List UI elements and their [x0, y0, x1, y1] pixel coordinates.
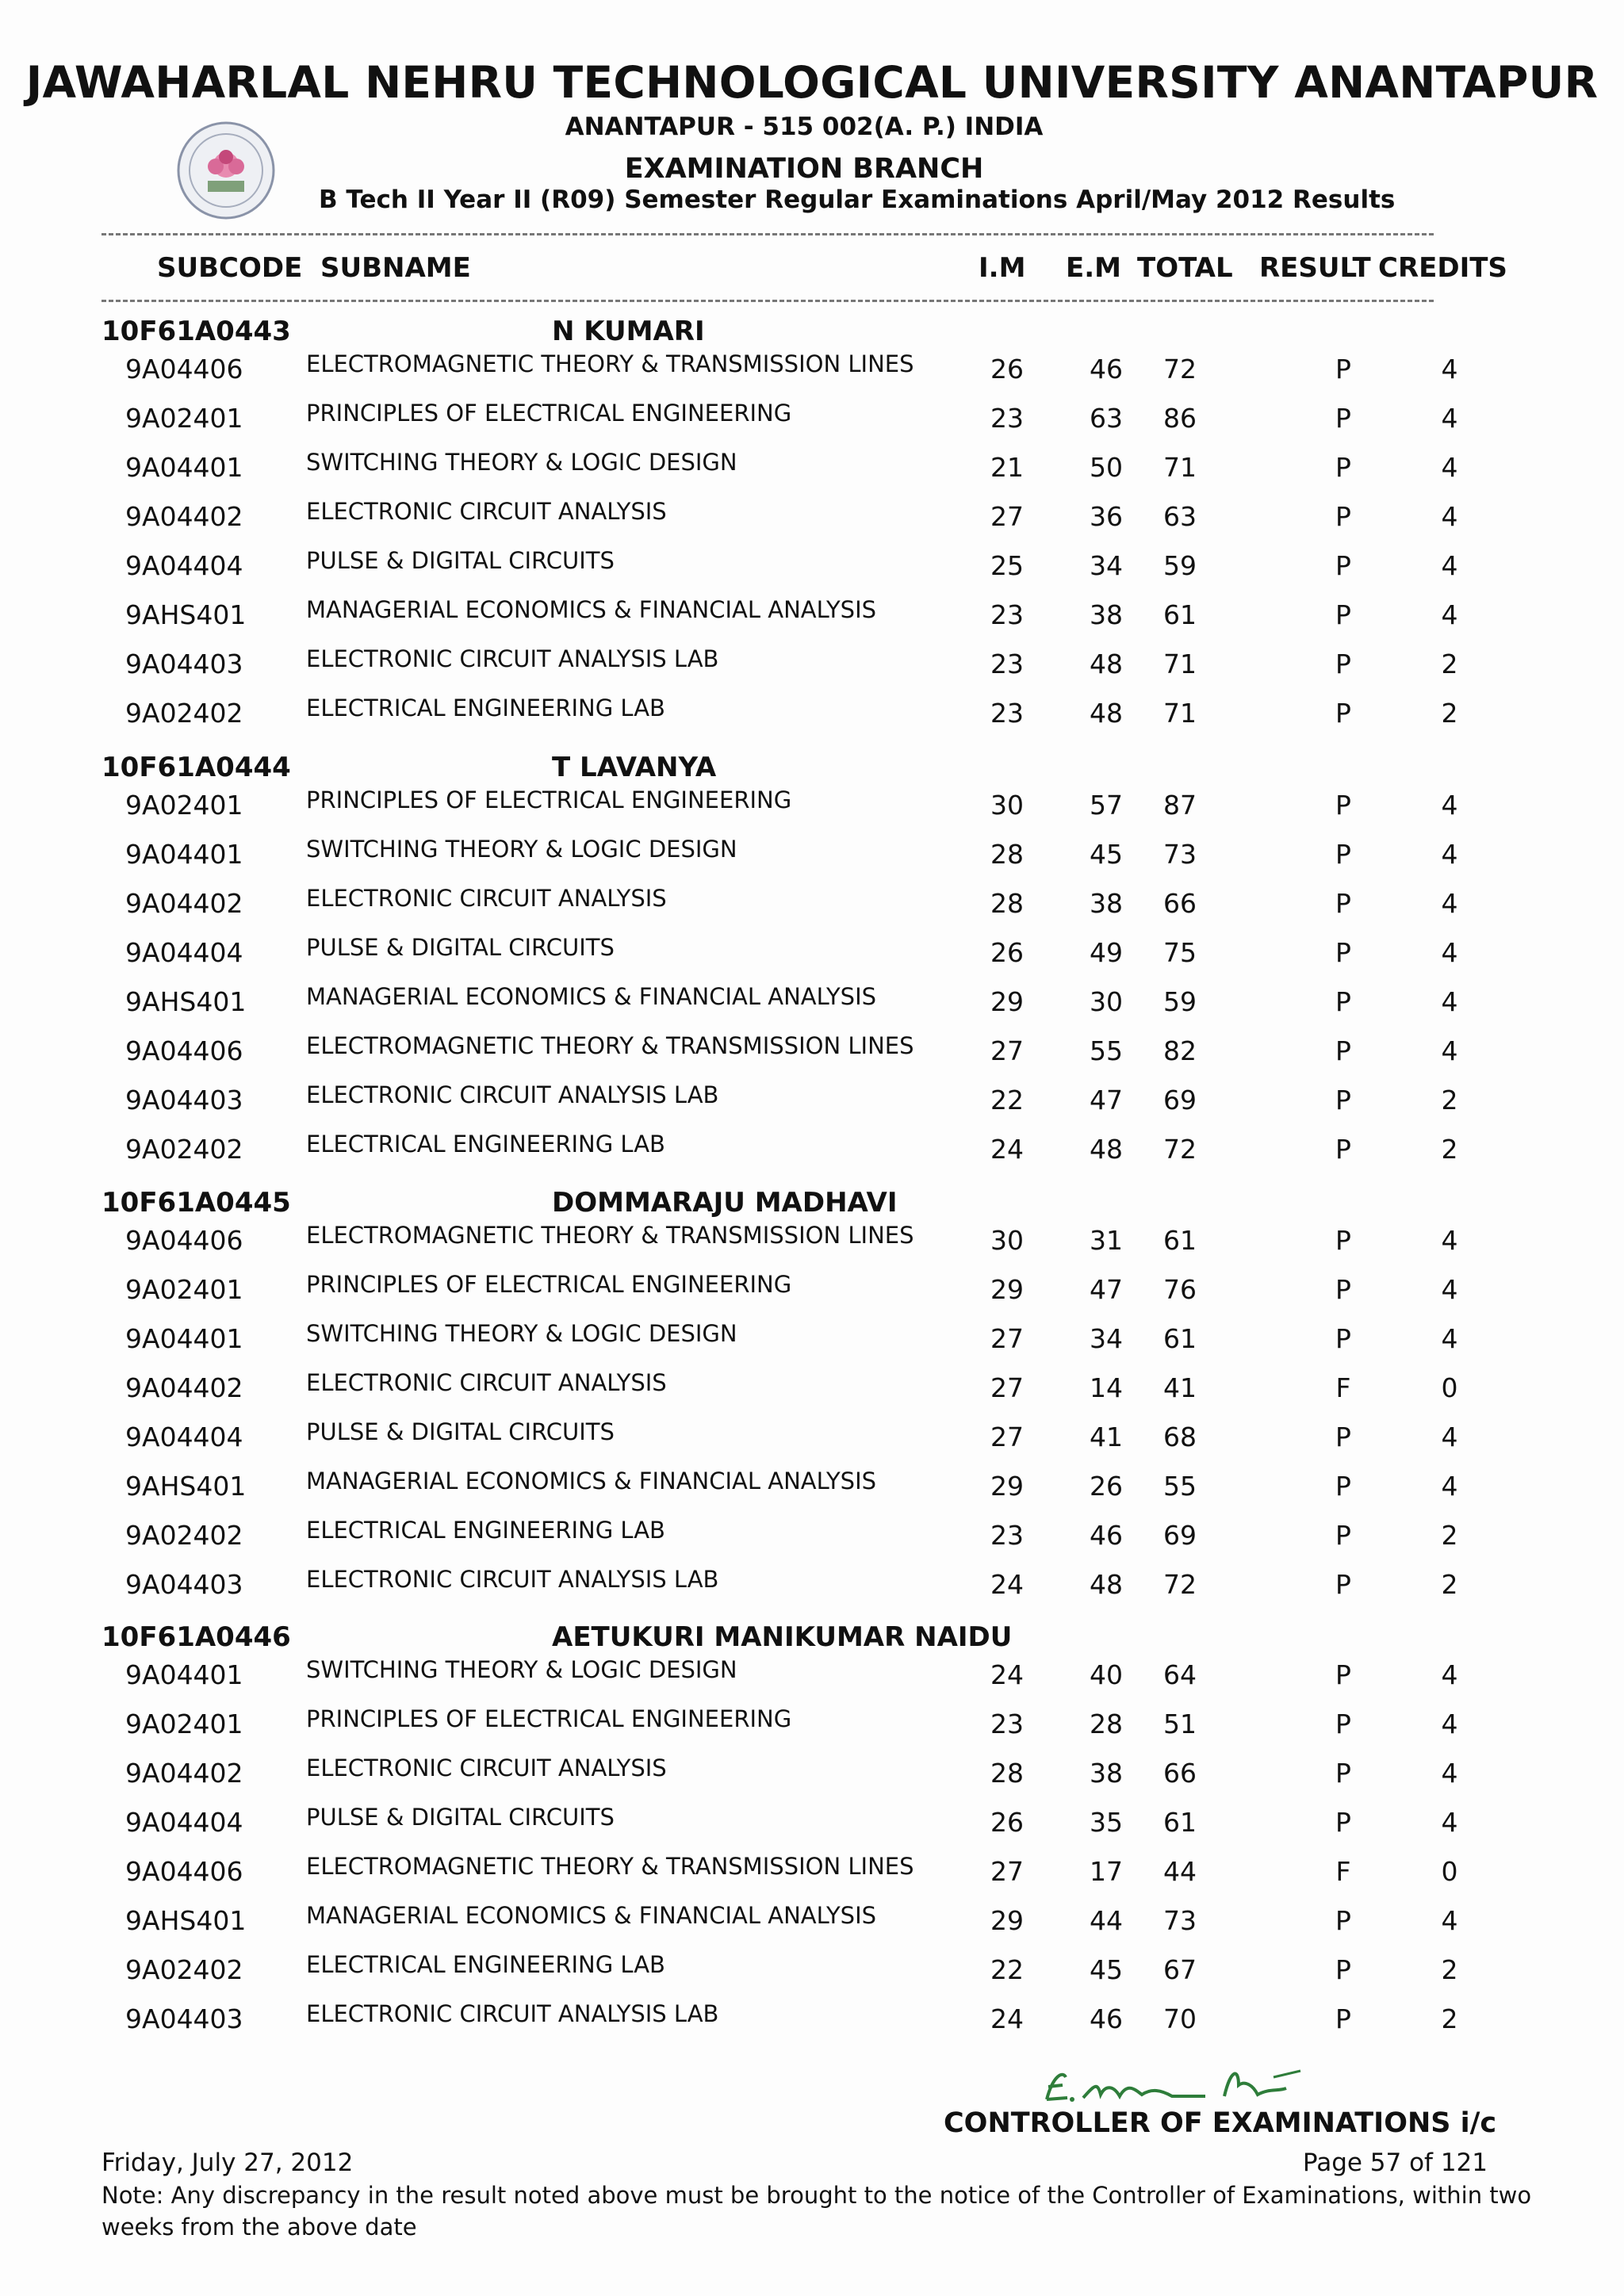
subject-code: 9A04402: [125, 888, 243, 919]
subject-code: 9A04404: [125, 1807, 243, 1838]
internal-marks: 28: [990, 839, 1024, 870]
total-marks: 71: [1163, 452, 1197, 483]
result-status: P: [1335, 1709, 1351, 1739]
internal-marks: 30: [990, 790, 1024, 821]
external-marks: 45: [1090, 839, 1123, 870]
total-marks: 64: [1163, 1659, 1197, 1690]
result-status: P: [1335, 1323, 1351, 1354]
credits: 2: [1441, 698, 1458, 729]
credits: 4: [1441, 1471, 1458, 1502]
subject-code: 9A04401: [125, 452, 243, 483]
result-status: P: [1335, 403, 1351, 434]
student-name: N KUMARI: [552, 316, 705, 347]
result-status: F: [1335, 1372, 1351, 1403]
external-marks: 17: [1090, 1856, 1123, 1887]
subject-code: 9A04403: [125, 2003, 243, 2034]
col-subcode: SUBCODE: [157, 252, 303, 284]
credits: 4: [1441, 1274, 1458, 1305]
result-status: P: [1335, 599, 1351, 630]
external-marks: 48: [1090, 698, 1123, 729]
student-name: AETUKURI MANIKUMAR NAIDU: [552, 1621, 1013, 1653]
result-status: P: [1335, 839, 1351, 870]
internal-marks: 27: [990, 1422, 1024, 1452]
internal-marks: 24: [990, 1134, 1024, 1165]
internal-marks: 23: [990, 1520, 1024, 1551]
credits: 4: [1441, 1035, 1458, 1066]
subject-code: 9A04402: [125, 1758, 243, 1789]
total-marks: 59: [1163, 550, 1197, 581]
subject-name: ELECTROMAGNETIC THEORY & TRANSMISSION LINES: [306, 1032, 914, 1059]
external-marks: 48: [1090, 1134, 1123, 1165]
subject-code: 9A04406: [125, 1856, 243, 1887]
subject-name: PRINCIPLES OF ELECTRICAL ENGINEERING: [306, 1705, 792, 1732]
internal-marks: 25: [990, 550, 1024, 581]
subject-name: ELECTRONIC CIRCUIT ANALYSIS LAB: [306, 2000, 719, 2027]
credits: 2: [1441, 1954, 1458, 1985]
external-marks: 50: [1090, 452, 1123, 483]
external-marks: 28: [1090, 1709, 1123, 1739]
external-marks: 48: [1090, 1569, 1123, 1600]
subject-name: SWITCHING THEORY & LOGIC DESIGN: [306, 1320, 737, 1347]
credits: 4: [1441, 1659, 1458, 1690]
credits: 2: [1441, 1134, 1458, 1165]
university-address: ANANTAPUR - 515 002(A. P.) INDIA: [565, 113, 1044, 141]
subject-code: 9A04406: [125, 1035, 243, 1066]
external-marks: 30: [1090, 986, 1123, 1017]
result-status: P: [1335, 2003, 1351, 2034]
subject-code: 9A04406: [125, 354, 243, 385]
subject-name: ELECTRONIC CIRCUIT ANALYSIS: [306, 1369, 667, 1396]
subject-name: ELECTRICAL ENGINEERING LAB: [306, 1517, 665, 1544]
total-marks: 69: [1163, 1085, 1197, 1115]
internal-marks: 23: [990, 698, 1024, 729]
external-marks: 35: [1090, 1807, 1123, 1838]
subject-name: PULSE & DIGITAL CIRCUITS: [306, 547, 615, 574]
subject-code: 9A02402: [125, 1134, 243, 1165]
student-id: 10F61A0446: [102, 1621, 291, 1653]
subject-name: ELECTROMAGNETIC THEORY & TRANSMISSION LINES: [306, 1853, 914, 1880]
internal-marks: 28: [990, 888, 1024, 919]
result-status: P: [1335, 937, 1351, 968]
subject-code: 9A04403: [125, 649, 243, 679]
subject-name: ELECTRONIC CIRCUIT ANALYSIS: [306, 885, 667, 912]
external-marks: 41: [1090, 1422, 1123, 1452]
subject-name: PULSE & DIGITAL CIRCUITS: [306, 1804, 615, 1831]
total-marks: 66: [1163, 888, 1197, 919]
total-marks: 59: [1163, 986, 1197, 1017]
header-divider-bottom: [102, 300, 1434, 302]
credits: 4: [1441, 1422, 1458, 1452]
external-marks: 46: [1090, 354, 1123, 385]
subject-code: 9A04403: [125, 1085, 243, 1115]
subject-name: SWITCHING THEORY & LOGIC DESIGN: [306, 1656, 737, 1683]
result-status: P: [1335, 1569, 1351, 1600]
total-marks: 61: [1163, 599, 1197, 630]
col-total: TOTAL: [1137, 252, 1233, 284]
result-status: P: [1335, 1134, 1351, 1165]
total-marks: 68: [1163, 1422, 1197, 1452]
total-marks: 71: [1163, 698, 1197, 729]
total-marks: 82: [1163, 1035, 1197, 1066]
credits: 4: [1441, 839, 1458, 870]
total-marks: 61: [1163, 1807, 1197, 1838]
subject-code: 9A04401: [125, 1659, 243, 1690]
subject-name: ELECTROMAGNETIC THEORY & TRANSMISSION LINES: [306, 350, 914, 377]
result-status: P: [1335, 649, 1351, 679]
subject-code: 9A02401: [125, 403, 243, 434]
credits: 4: [1441, 452, 1458, 483]
credits: 2: [1441, 1569, 1458, 1600]
external-marks: 48: [1090, 649, 1123, 679]
credits: 2: [1441, 1520, 1458, 1551]
controller-of-examinations: CONTROLLER OF EXAMINATIONS i/c: [944, 2107, 1497, 2139]
result-status: P: [1335, 354, 1351, 385]
subject-code: 9A04404: [125, 937, 243, 968]
external-marks: 36: [1090, 501, 1123, 532]
credits: 4: [1441, 599, 1458, 630]
internal-marks: 29: [990, 1905, 1024, 1936]
internal-marks: 23: [990, 599, 1024, 630]
external-marks: 34: [1090, 1323, 1123, 1354]
total-marks: 55: [1163, 1471, 1197, 1502]
total-marks: 87: [1163, 790, 1197, 821]
total-marks: 76: [1163, 1274, 1197, 1305]
examination-branch: EXAMINATION BRANCH: [624, 153, 984, 185]
internal-marks: 24: [990, 2003, 1024, 2034]
discrepancy-note: Note: Any discrepancy in the result noted above must be brought to the notice of the Controller of Examinations, within two: [102, 2182, 1532, 2209]
total-marks: 41: [1163, 1372, 1197, 1403]
subject-name: ELECTRICAL ENGINEERING LAB: [306, 695, 665, 721]
credits: 4: [1441, 403, 1458, 434]
internal-marks: 22: [990, 1085, 1024, 1115]
result-status: P: [1335, 888, 1351, 919]
student-name: DOMMARAJU MADHAVI: [552, 1187, 898, 1219]
result-status: P: [1335, 1520, 1351, 1551]
subject-code: 9AHS401: [125, 1905, 247, 1936]
exam-title: B Tech II Year II (R09) Semester Regular Examinations April/May 2012 Results: [319, 186, 1396, 214]
external-marks: 40: [1090, 1659, 1123, 1690]
student-id: 10F61A0443: [102, 316, 291, 347]
result-status: P: [1335, 1225, 1351, 1256]
student-name: T LAVANYA: [552, 752, 717, 783]
col-credits: CREDITS: [1378, 252, 1507, 284]
result-status: P: [1335, 452, 1351, 483]
result-status: P: [1335, 501, 1351, 532]
external-marks: 38: [1090, 1758, 1123, 1789]
student-id: 10F61A0444: [102, 752, 291, 783]
external-marks: 46: [1090, 2003, 1123, 2034]
result-status: P: [1335, 1035, 1351, 1066]
credits: 4: [1441, 1758, 1458, 1789]
subject-name: SWITCHING THEORY & LOGIC DESIGN: [306, 836, 737, 863]
internal-marks: 27: [990, 1323, 1024, 1354]
subject-name: PRINCIPLES OF ELECTRICAL ENGINEERING: [306, 400, 792, 427]
subject-name: PRINCIPLES OF ELECTRICAL ENGINEERING: [306, 1271, 792, 1298]
subject-code: 9A04402: [125, 1372, 243, 1403]
total-marks: 44: [1163, 1856, 1197, 1887]
credits: 4: [1441, 550, 1458, 581]
result-status: P: [1335, 1471, 1351, 1502]
subject-name: ELECTRONIC CIRCUIT ANALYSIS LAB: [306, 1081, 719, 1108]
result-status: P: [1335, 1905, 1351, 1936]
subject-name: ELECTRICAL ENGINEERING LAB: [306, 1951, 665, 1978]
external-marks: 44: [1090, 1905, 1123, 1936]
subject-code: 9A04406: [125, 1225, 243, 1256]
credits: 2: [1441, 2003, 1458, 2034]
internal-marks: 22: [990, 1954, 1024, 1985]
credits: 2: [1441, 649, 1458, 679]
credits: 4: [1441, 790, 1458, 821]
external-marks: 38: [1090, 888, 1123, 919]
total-marks: 73: [1163, 1905, 1197, 1936]
subject-code: 9AHS401: [125, 986, 247, 1017]
external-marks: 34: [1090, 550, 1123, 581]
internal-marks: 26: [990, 1807, 1024, 1838]
subject-code: 9A04401: [125, 839, 243, 870]
result-status: P: [1335, 1758, 1351, 1789]
subject-code: 9A04401: [125, 1323, 243, 1354]
header-divider-top: [102, 233, 1434, 235]
subject-code: 9A04404: [125, 1422, 243, 1452]
credits: 2: [1441, 1085, 1458, 1115]
total-marks: 61: [1163, 1323, 1197, 1354]
subject-name: PULSE & DIGITAL CIRCUITS: [306, 934, 615, 961]
subject-code: 9A02401: [125, 1709, 243, 1739]
subject-code: 9A02401: [125, 1274, 243, 1305]
credits: 4: [1441, 1905, 1458, 1936]
col-em: E.M: [1066, 252, 1121, 284]
result-status: P: [1335, 1085, 1351, 1115]
internal-marks: 28: [990, 1758, 1024, 1789]
subject-name: MANAGERIAL ECONOMICS & FINANCIAL ANALYSIS: [306, 596, 877, 623]
student-id: 10F61A0445: [102, 1187, 291, 1219]
total-marks: 70: [1163, 2003, 1197, 2034]
internal-marks: 24: [990, 1659, 1024, 1690]
internal-marks: 23: [990, 403, 1024, 434]
subject-name: MANAGERIAL ECONOMICS & FINANCIAL ANALYSIS: [306, 1468, 877, 1494]
total-marks: 72: [1163, 1569, 1197, 1600]
external-marks: 38: [1090, 599, 1123, 630]
subject-name: PRINCIPLES OF ELECTRICAL ENGINEERING: [306, 786, 792, 813]
result-status: P: [1335, 1422, 1351, 1452]
external-marks: 55: [1090, 1035, 1123, 1066]
result-status: P: [1335, 790, 1351, 821]
discrepancy-note-continued: weeks from the above date: [102, 2214, 417, 2241]
external-marks: 49: [1090, 937, 1123, 968]
page-number: Page 57 of 121: [1302, 2149, 1488, 2177]
external-marks: 26: [1090, 1471, 1123, 1502]
subject-name: ELECTRONIC CIRCUIT ANALYSIS: [306, 1755, 667, 1781]
result-status: F: [1335, 1856, 1351, 1887]
result-status: P: [1335, 986, 1351, 1017]
col-im: I.M: [979, 252, 1026, 284]
credits: 4: [1441, 354, 1458, 385]
subject-name: MANAGERIAL ECONOMICS & FINANCIAL ANALYSIS: [306, 983, 877, 1010]
external-marks: 46: [1090, 1520, 1123, 1551]
total-marks: 71: [1163, 649, 1197, 679]
internal-marks: 24: [990, 1569, 1024, 1600]
external-marks: 57: [1090, 790, 1123, 821]
internal-marks: 26: [990, 937, 1024, 968]
credits: 4: [1441, 1323, 1458, 1354]
total-marks: 72: [1163, 354, 1197, 385]
total-marks: 61: [1163, 1225, 1197, 1256]
subject-name: ELECTRONIC CIRCUIT ANALYSIS LAB: [306, 645, 719, 672]
external-marks: 45: [1090, 1954, 1123, 1985]
print-date: Friday, July 27, 2012: [102, 2149, 354, 2177]
credits: 4: [1441, 501, 1458, 532]
internal-marks: 27: [990, 501, 1024, 532]
subject-name: ELECTRICAL ENGINEERING LAB: [306, 1131, 665, 1158]
internal-marks: 21: [990, 452, 1024, 483]
external-marks: 14: [1090, 1372, 1123, 1403]
total-marks: 67: [1163, 1954, 1197, 1985]
internal-marks: 29: [990, 1471, 1024, 1502]
subject-code: 9A04403: [125, 1569, 243, 1600]
external-marks: 31: [1090, 1225, 1123, 1256]
credits: 4: [1441, 937, 1458, 968]
internal-marks: 27: [990, 1372, 1024, 1403]
subject-code: 9AHS401: [125, 1471, 247, 1502]
subject-name: ELECTROMAGNETIC THEORY & TRANSMISSION LINES: [306, 1222, 914, 1249]
result-status: P: [1335, 1274, 1351, 1305]
internal-marks: 29: [990, 1274, 1024, 1305]
col-result: RESULT: [1259, 252, 1371, 284]
total-marks: 72: [1163, 1134, 1197, 1165]
total-marks: 73: [1163, 839, 1197, 870]
total-marks: 51: [1163, 1709, 1197, 1739]
total-marks: 66: [1163, 1758, 1197, 1789]
credits: 0: [1441, 1856, 1458, 1887]
credits: 4: [1441, 1807, 1458, 1838]
total-marks: 69: [1163, 1520, 1197, 1551]
total-marks: 63: [1163, 501, 1197, 532]
internal-marks: 30: [990, 1225, 1024, 1256]
subject-code: 9A02402: [125, 1520, 243, 1551]
subject-name: PULSE & DIGITAL CIRCUITS: [306, 1418, 615, 1445]
subject-code: 9A04404: [125, 550, 243, 581]
total-marks: 86: [1163, 403, 1197, 434]
subject-name: SWITCHING THEORY & LOGIC DESIGN: [306, 449, 737, 476]
result-status: P: [1335, 1954, 1351, 1985]
col-subname: SUBNAME: [320, 252, 471, 284]
external-marks: 47: [1090, 1274, 1123, 1305]
result-status: P: [1335, 1807, 1351, 1838]
subject-code: 9A02402: [125, 698, 243, 729]
internal-marks: 29: [990, 986, 1024, 1017]
internal-marks: 26: [990, 354, 1024, 385]
subject-code: 9A04402: [125, 501, 243, 532]
internal-marks: 27: [990, 1035, 1024, 1066]
subject-code: 9A02402: [125, 1954, 243, 1985]
result-status: P: [1335, 550, 1351, 581]
credits: 4: [1441, 1225, 1458, 1256]
subject-name: ELECTRONIC CIRCUIT ANALYSIS LAB: [306, 1566, 719, 1593]
internal-marks: 27: [990, 1856, 1024, 1887]
credits: 4: [1441, 1709, 1458, 1739]
subject-name: ELECTRONIC CIRCUIT ANALYSIS: [306, 498, 667, 525]
subject-code: 9A02401: [125, 790, 243, 821]
subject-name: MANAGERIAL ECONOMICS & FINANCIAL ANALYSIS: [306, 1902, 877, 1929]
university-title: JAWAHARLAL NEHRU TECHNOLOGICAL UNIVERSITY ANANTAPUR: [25, 57, 1599, 108]
internal-marks: 23: [990, 649, 1024, 679]
subject-code: 9AHS401: [125, 599, 247, 630]
credits: 4: [1441, 888, 1458, 919]
result-status: P: [1335, 1659, 1351, 1690]
internal-marks: 23: [990, 1709, 1024, 1739]
external-marks: 63: [1090, 403, 1123, 434]
credits: 0: [1441, 1372, 1458, 1403]
external-marks: 47: [1090, 1085, 1123, 1115]
result-status: P: [1335, 698, 1351, 729]
total-marks: 75: [1163, 937, 1197, 968]
credits: 4: [1441, 986, 1458, 1017]
